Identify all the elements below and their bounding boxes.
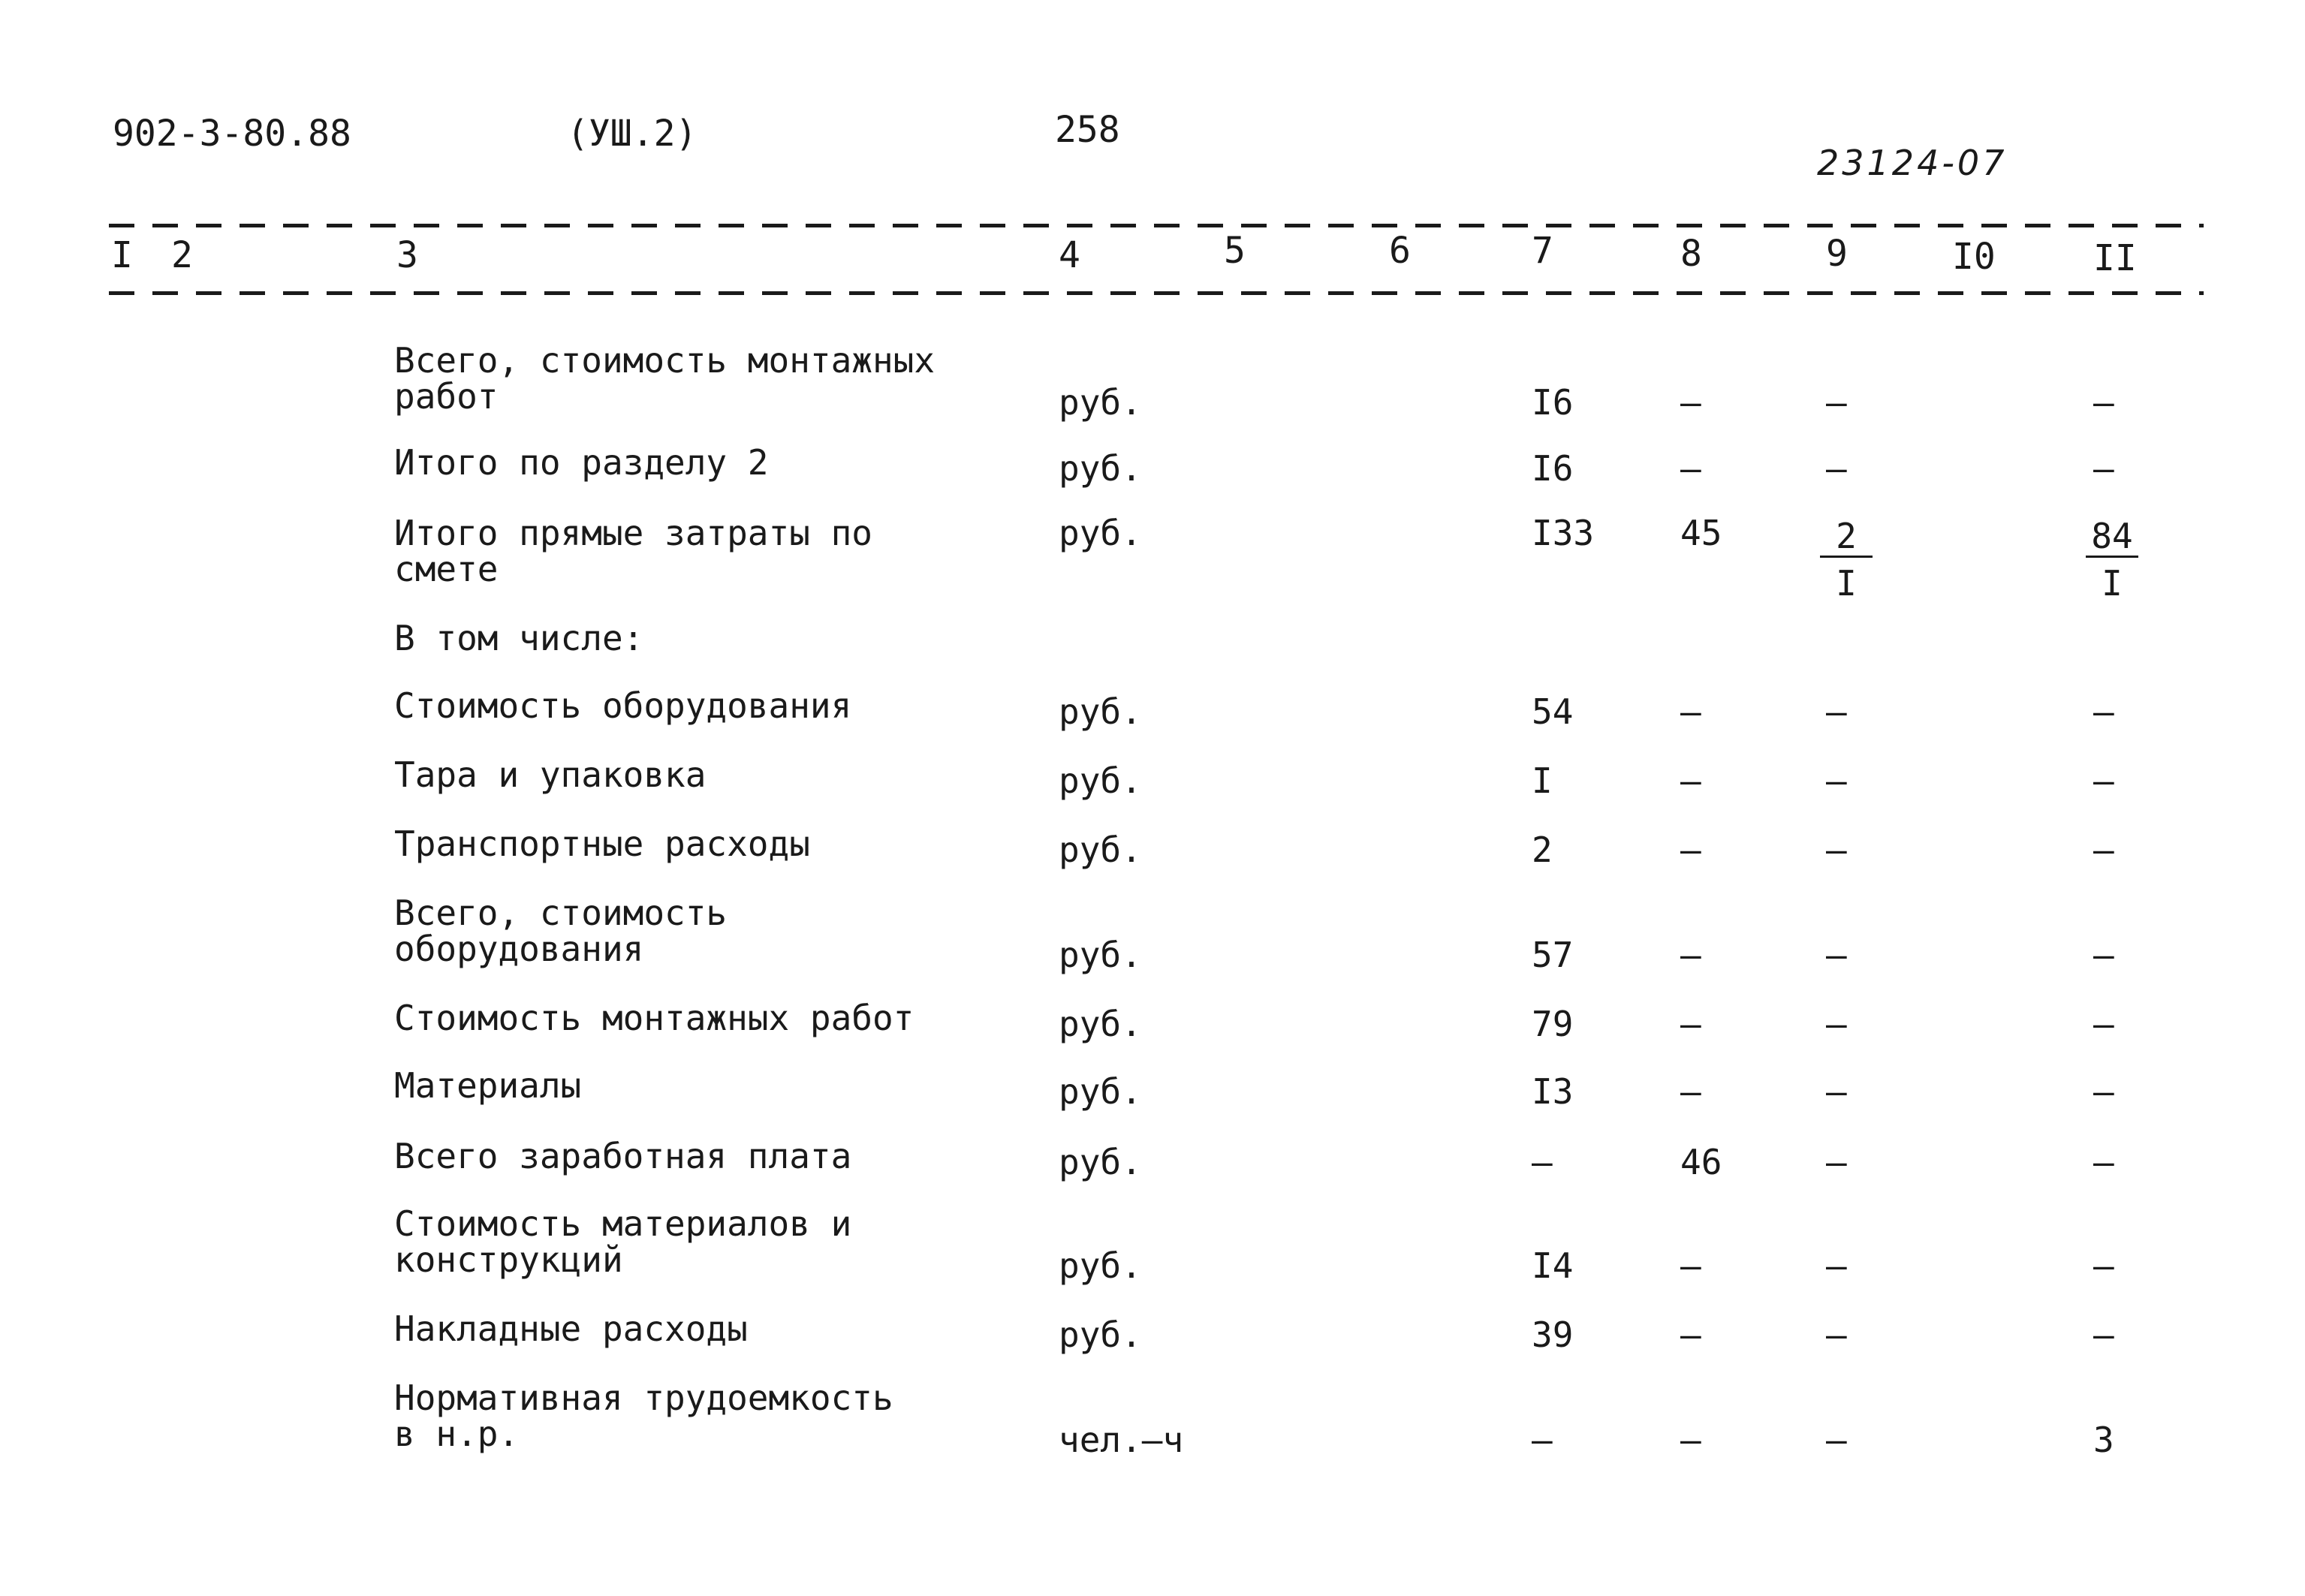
row-col8: – (1680, 691, 1701, 732)
row-col11: – (2093, 1004, 2114, 1044)
volume-label: (УШ.2) (567, 113, 698, 155)
row-col11-fraction (2086, 516, 2138, 604)
row-col11: 3 (2093, 1420, 2114, 1460)
table-row (0, 408, 2305, 491)
table-row (0, 1102, 2305, 1185)
row-col8: – (1680, 760, 1701, 801)
row-col7: I4 (1532, 1245, 1574, 1286)
row-col7: 2 (1532, 830, 1553, 870)
row-col11: – (2093, 1314, 2114, 1355)
row-description: Стоимость материалов и конструкций (394, 1203, 852, 1280)
row-description: Транспортные расходы (394, 824, 810, 864)
row-col9: – (1826, 760, 1847, 801)
fraction-denominator: I (1836, 563, 1857, 604)
row-col7: I6 (1532, 448, 1574, 489)
row-unit: руб. (1059, 1071, 1142, 1112)
table-row (0, 1275, 2305, 1357)
row-col7: – (1532, 1420, 1553, 1460)
row-col9-fraction (1820, 516, 1873, 604)
col-header-8: 8 (1680, 233, 1702, 275)
row-col8: 45 (1680, 513, 1722, 553)
row-col11: – (2093, 1142, 2114, 1182)
row-col8: – (1680, 382, 1701, 423)
row-description: Стоимость оборудования (394, 685, 852, 726)
row-col11: – (2093, 448, 2114, 489)
row-col11: – (2093, 830, 2114, 870)
row-col9: – (1826, 830, 1847, 870)
table-row (0, 790, 2305, 872)
col-header-2: 2 (171, 234, 193, 276)
row-col8: – (1680, 1245, 1701, 1286)
row-col9: – (1826, 1245, 1847, 1286)
row-unit: руб. (1059, 1245, 1142, 1286)
row-col9: – (1826, 448, 1847, 489)
page-number: 258 (1055, 109, 1120, 151)
row-col9: – (1826, 1142, 1847, 1182)
row-col8: – (1680, 1004, 1701, 1044)
row-col11: – (2093, 1071, 2114, 1112)
col-header-3: 3 (396, 234, 418, 276)
row-unit: руб. (1059, 935, 1142, 975)
row-description: Всего, стоимость оборудования (394, 893, 728, 969)
col-header-10: I0 (1952, 236, 1996, 278)
row-unit: руб. (1059, 448, 1142, 489)
fraction-numerator: 84 (2086, 518, 2138, 558)
row-col8: – (1680, 448, 1701, 489)
row-col11: – (2093, 691, 2114, 732)
col-header-5: 5 (1224, 230, 1246, 272)
row-col9: – (1826, 691, 1847, 732)
row-col7: 39 (1532, 1314, 1574, 1355)
row-col9: – (1826, 1004, 1847, 1044)
col-header-1: I (111, 234, 133, 276)
row-col9: – (1826, 382, 1847, 423)
row-description: Итого по разделу 2 (394, 442, 769, 483)
row-col9: – (1826, 935, 1847, 975)
col-header-9: 9 (1826, 233, 1848, 275)
row-description: Нормативная трудоемкость в н.р. (394, 1378, 893, 1454)
row-col9: – (1826, 1420, 1847, 1460)
row-col9: – (1826, 1071, 1847, 1112)
row-col8: – (1680, 1071, 1701, 1112)
row-description: Стоимость монтажных работ (394, 998, 914, 1038)
row-col7: I3 (1532, 1071, 1574, 1112)
row-col7: I (1532, 760, 1553, 801)
handwritten-stamp: 23124-07 (1817, 143, 2008, 183)
row-col8: – (1680, 935, 1701, 975)
col-header-6: 6 (1389, 230, 1411, 272)
row-col9: – (1826, 1314, 1847, 1355)
row-description: Материалы (394, 1065, 582, 1106)
row-col8: 46 (1680, 1142, 1722, 1182)
row-col8: – (1680, 1314, 1701, 1355)
row-col7: 54 (1532, 691, 1574, 732)
row-col11: – (2093, 1245, 2114, 1286)
fraction-numerator: 2 (1820, 518, 1873, 558)
row-col7: – (1532, 1142, 1553, 1182)
document-code: 902-3-80.88 (113, 113, 351, 155)
row-col7: I6 (1532, 382, 1574, 423)
col-header-11: II (2093, 237, 2137, 279)
row-description: Накладные расходы (394, 1308, 748, 1349)
row-unit: руб. (1059, 1004, 1142, 1044)
row-col11: – (2093, 760, 2114, 801)
header-top-rule (109, 224, 2204, 227)
fraction-denominator: I (2102, 563, 2123, 604)
row-col8: – (1680, 830, 1701, 870)
row-description: Тара и упаковка (394, 754, 707, 795)
col-header-4: 4 (1059, 234, 1080, 276)
col-header-7: 7 (1532, 230, 1553, 272)
row-unit: руб. (1059, 760, 1142, 801)
row-description: Итого прямые затраты по смете (394, 513, 872, 589)
row-unit: чел.–ч (1059, 1420, 1184, 1460)
row-unit: руб. (1059, 513, 1142, 553)
row-unit: руб. (1059, 382, 1142, 423)
row-description: Всего, стоимость монтажных работ (394, 340, 936, 417)
row-col7: 57 (1532, 935, 1574, 975)
row-description: В том числе: (394, 618, 644, 658)
row-unit: руб. (1059, 830, 1142, 870)
row-unit: руб. (1059, 691, 1142, 732)
row-col7: I33 (1532, 513, 1595, 553)
row-col11: – (2093, 935, 2114, 975)
row-col11: – (2093, 382, 2114, 423)
table-row (0, 515, 2305, 613)
row-col8: – (1680, 1420, 1701, 1460)
row-col7: 79 (1532, 1004, 1574, 1044)
row-description: Всего заработная плата (394, 1136, 852, 1176)
row-unit: руб. (1059, 1142, 1142, 1182)
table-row (0, 1380, 2305, 1462)
row-unit: руб. (1059, 1314, 1142, 1355)
header-bottom-rule (109, 291, 2204, 295)
